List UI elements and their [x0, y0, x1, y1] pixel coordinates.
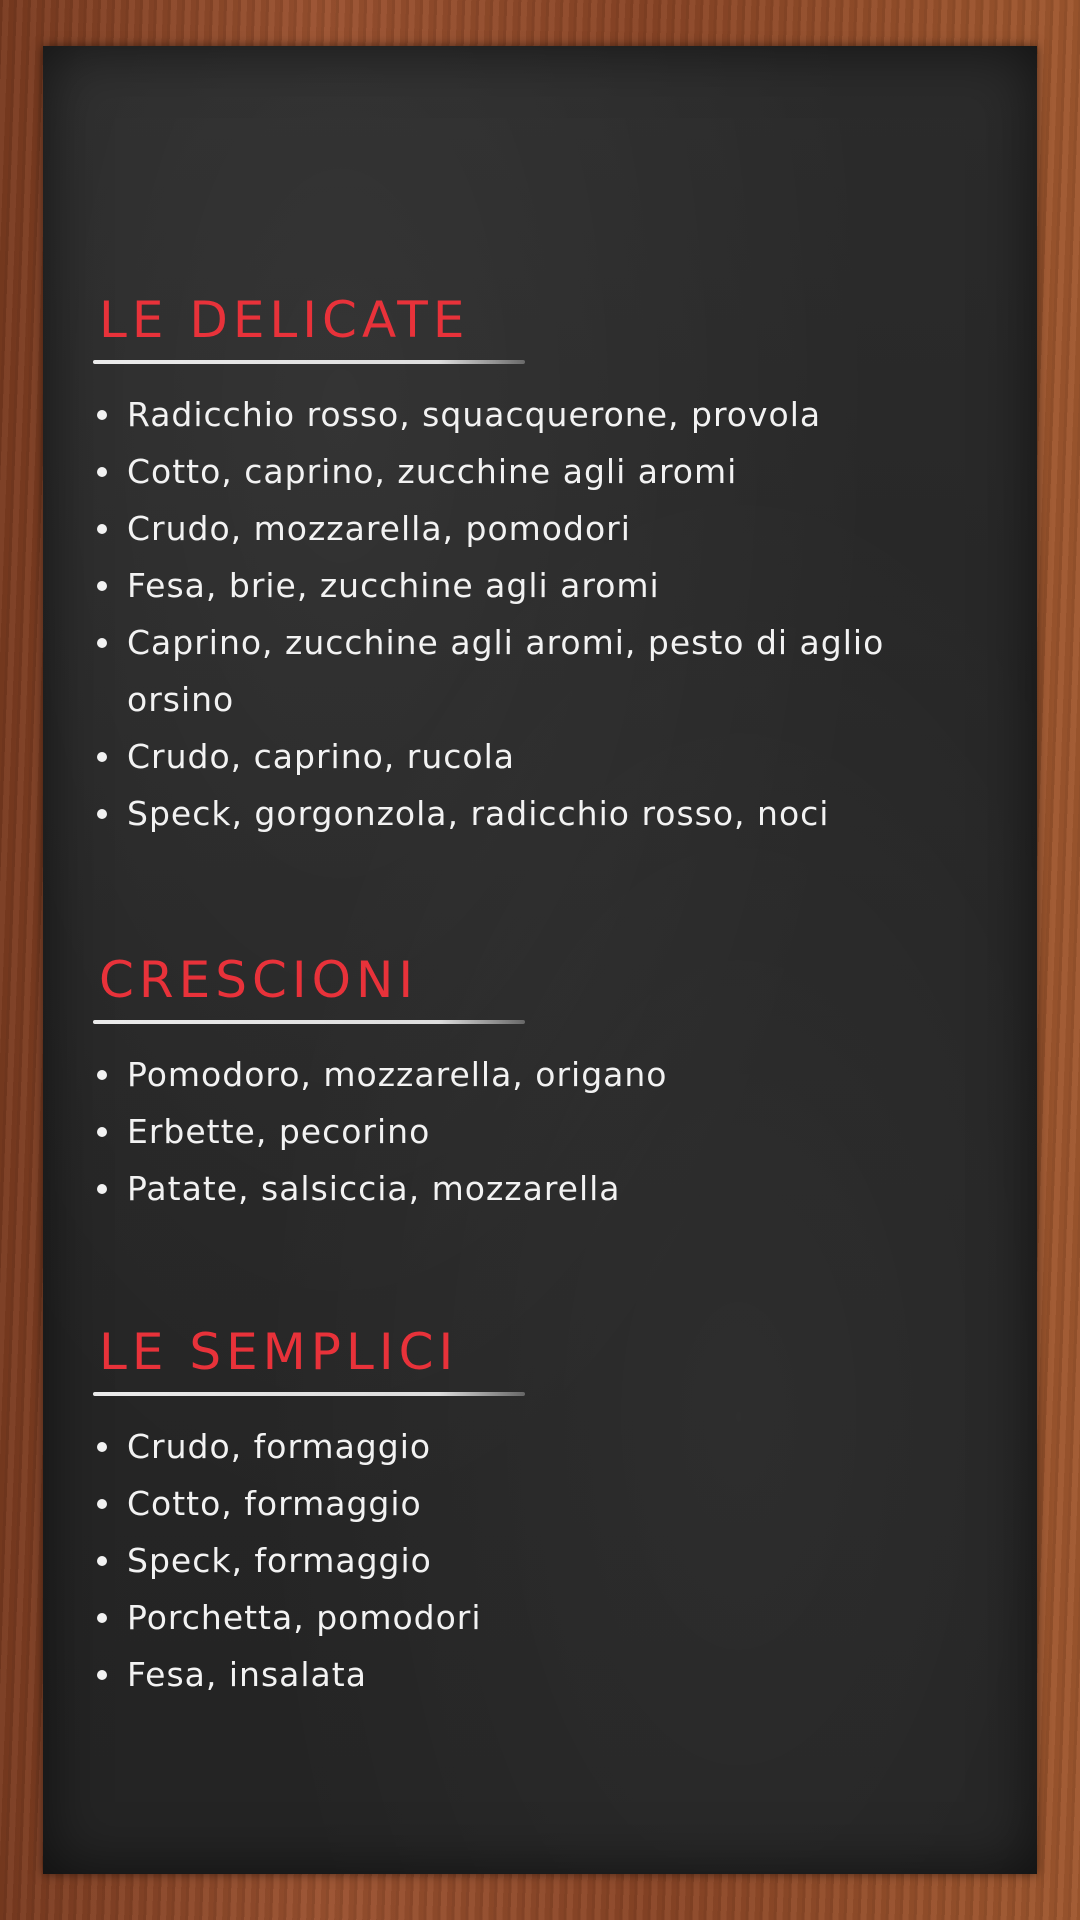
item-list	[93, 386, 973, 842]
bullet-icon	[97, 1613, 107, 1623]
list-item	[93, 614, 887, 728]
section-le-delicate	[93, 286, 973, 842]
item-text: Pomodoro, mozzarella, origano	[127, 1055, 668, 1094]
bullet-icon	[97, 809, 107, 819]
bullet-icon	[97, 581, 107, 591]
section-crescioni	[93, 946, 973, 1217]
bullet-icon	[97, 467, 107, 477]
item-text: Fesa, brie, zucchine agli aromi	[127, 566, 660, 605]
bullet-icon	[97, 1070, 107, 1080]
item-list	[93, 1046, 973, 1217]
item-text: Patate, salsiccia, mozzarella	[127, 1169, 621, 1208]
item-text: Speck, formaggio	[127, 1541, 432, 1580]
bullet-icon	[97, 1127, 107, 1137]
title-underline	[93, 1392, 525, 1396]
item-text: Speck, gorgonzola, radicchio rosso, noci	[127, 794, 830, 833]
list-item	[93, 728, 887, 785]
section-title: CRESCIONI	[99, 951, 419, 1009]
list-item	[93, 443, 887, 500]
item-text: Crudo, mozzarella, pomodori	[127, 509, 631, 548]
chalkboard-menu	[43, 46, 1037, 1874]
list-item	[93, 1646, 887, 1703]
item-text: Crudo, caprino, rucola	[127, 737, 515, 776]
item-text: Radicchio rosso, squacquerone, provola	[127, 395, 822, 434]
item-list	[93, 1418, 973, 1703]
bullet-icon	[97, 1556, 107, 1566]
list-item	[93, 386, 887, 443]
item-text: Caprino, zucchine agli aromi, pesto di aglio orsino	[127, 623, 885, 719]
list-item	[93, 500, 887, 557]
list-item	[93, 1046, 887, 1103]
list-item	[93, 1103, 887, 1160]
item-text: Porchetta, pomodori	[127, 1598, 482, 1637]
item-text: Cotto, caprino, zucchine agli aromi	[127, 452, 738, 491]
list-item	[93, 1589, 887, 1646]
list-item	[93, 1532, 887, 1589]
title-underline	[93, 1020, 525, 1024]
title-underline	[93, 360, 525, 364]
bullet-icon	[97, 524, 107, 534]
bullet-icon	[97, 1670, 107, 1680]
item-text: Erbette, pecorino	[127, 1112, 431, 1151]
list-item	[93, 1418, 887, 1475]
bullet-icon	[97, 638, 107, 648]
list-item	[93, 1160, 887, 1217]
bullet-icon	[97, 1442, 107, 1452]
item-text: Cotto, formaggio	[127, 1484, 422, 1523]
bullet-icon	[97, 1499, 107, 1509]
bullet-icon	[97, 752, 107, 762]
list-item	[93, 1475, 887, 1532]
section-le-semplici	[93, 1318, 973, 1703]
item-text: Crudo, formaggio	[127, 1427, 432, 1466]
list-item	[93, 785, 887, 842]
section-title: LE DELICATE	[99, 291, 470, 349]
bullet-icon	[97, 1184, 107, 1194]
section-title: LE SEMPLICI	[99, 1323, 459, 1381]
item-text: Fesa, insalata	[127, 1655, 367, 1694]
bullet-icon	[97, 410, 107, 420]
list-item	[93, 557, 887, 614]
